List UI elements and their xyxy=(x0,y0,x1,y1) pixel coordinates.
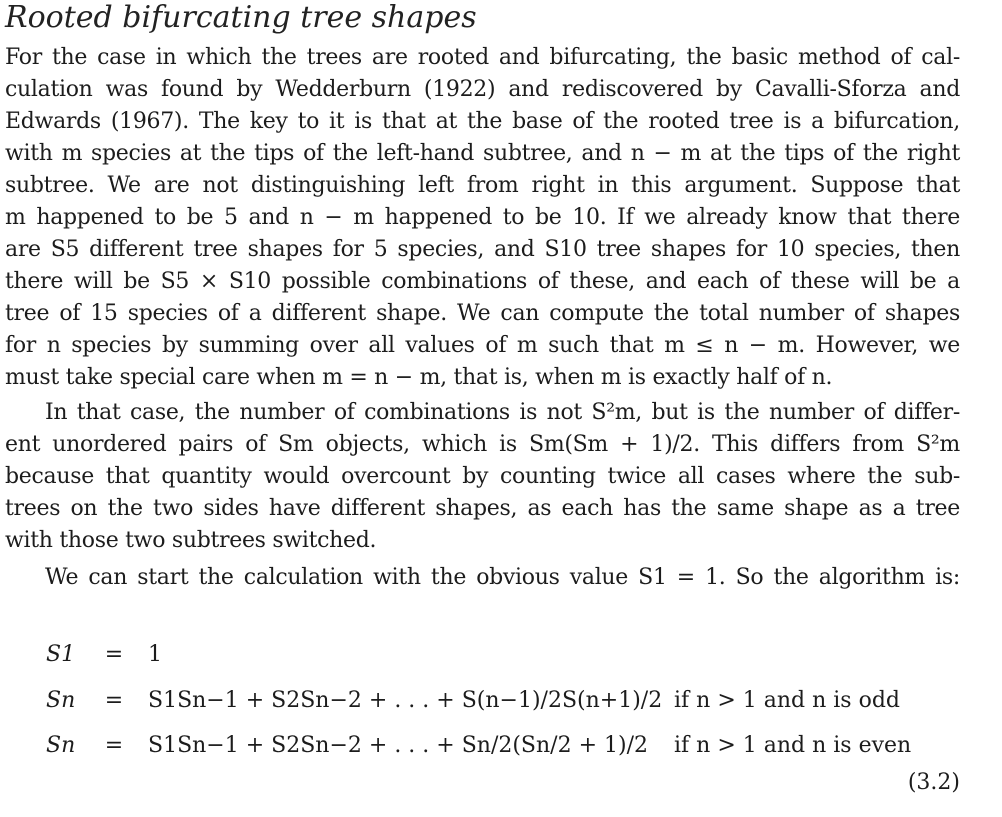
equation-3-lhs: Sn xyxy=(46,733,76,758)
paragraph2-line-2: ent unordered pairs of Sm objects, which is Sm(Sm + 1)/2. This differs from S²m xyxy=(5,432,960,457)
paragraph2-line-4: trees on the two sides have different shapes, as each has the same shape as a tree xyxy=(5,496,960,521)
paragraph3: We can start the calculation with the obvious value S1 = 1. So the algorithm is: xyxy=(45,565,960,590)
paragraph2-line-3: because that quantity would overcount by counting twice all cases where the sub- xyxy=(5,464,960,489)
paragraph2-line-5: with those two subtrees switched. xyxy=(5,528,377,553)
equation-2-lhs: Sn xyxy=(46,688,76,713)
paragraph1-line-7: are S5 different tree shapes for 5 species, and S10 tree shapes for 10 species, then xyxy=(5,237,960,262)
equation-2-condition: if n > 1 and n is odd xyxy=(674,688,901,713)
paragraph2-line-1: In that case, the number of combinations is not S²m, but is the number of differ- xyxy=(45,400,960,425)
paragraph1-line-3: Edwards (1967). The key to it is that at the base of the rooted tree is a bifurcation, xyxy=(5,109,960,134)
paragraph1-line-6: m happened to be 5 and n − m happened to be 10. If we already know that there xyxy=(5,205,960,230)
equation-1-rhs: 1 xyxy=(148,642,162,667)
paragraph1-line-9: tree of 15 species of a different shape. We can compute the total number of shapes xyxy=(5,301,960,326)
paragraph1-line-11: must take special care when m = n − m, that is, when m is exactly half of n. xyxy=(5,365,833,390)
paragraph1-line-10: for n species by summing over all values of m such that m ≤ n − m. However, we xyxy=(5,333,960,358)
paragraph1-line-1: For the case in which the trees are rooted and bifurcating, the basic method of cal- xyxy=(5,45,960,70)
equation-3-condition: if n > 1 and n is even xyxy=(674,733,912,758)
paragraph1-line-2: culation was found by Wedderburn (1922) and rediscovered by Cavalli-Sforza and xyxy=(5,77,960,102)
equation-2-rhs: S1Sn−1 + S2Sn−2 + . . . + S(n−1)/2S(n+1)/2 xyxy=(148,688,663,713)
equation-number: (3.2) xyxy=(907,770,960,795)
equation-3-rhs: S1Sn−1 + S2Sn−2 + . . . + Sn/2(Sn/2 + 1)/2 xyxy=(148,733,648,758)
equation-3-relation: = xyxy=(104,733,124,758)
equation-1-lhs: S1 xyxy=(46,642,76,667)
paragraph1-line-5: subtree. We are not distinguishing left from right in this argument. Suppose that xyxy=(5,173,960,198)
paragraph1-line-8: there will be S5 × S10 possible combinations of these, and each of these will be a xyxy=(5,269,960,294)
equation-2-relation: = xyxy=(104,688,124,713)
equation-1-relation: = xyxy=(104,642,124,667)
section-title: Rooted bifurcating tree shapes xyxy=(5,0,477,35)
paragraph1-line-4: with m species at the tips of the left-hand subtree, and n − m at the tips of the right xyxy=(5,141,960,166)
